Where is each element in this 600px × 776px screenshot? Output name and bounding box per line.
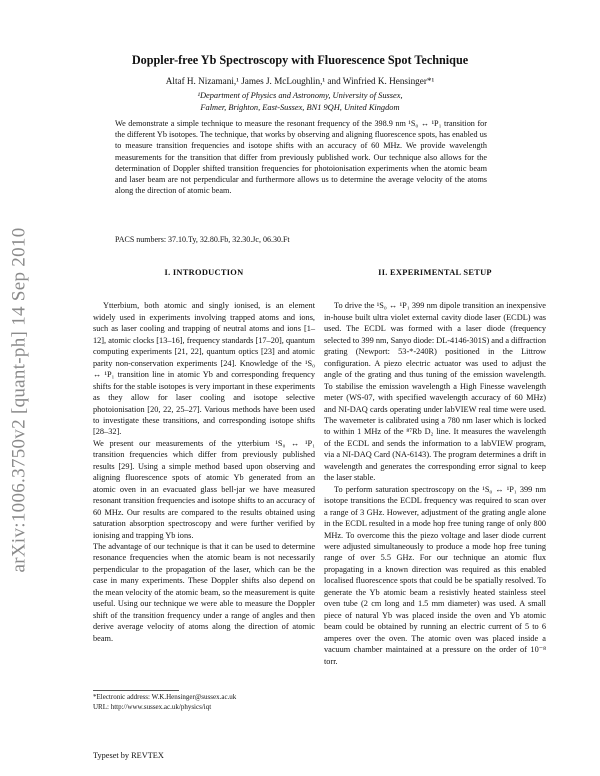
affiliation-line-1: ¹Department of Physics and Astronomy, University of Sussex, bbox=[197, 91, 403, 100]
intro-paragraph-3: The advantage of our technique is that it can be used to determine resonance frequencies when the atomic beam is not necessarily perpendicular to the propagation of the laser, which can be the case in many experiments. These Doppler shifts also depend on the mean velocity of the atomic beam, so the measurement is quite useful. Using our technique we were able to measure the Doppler shift of the transition frequency under a range of angles and then derive average velocity of atoms along the direction of atomic beam. bbox=[93, 541, 315, 643]
abstract: We demonstrate a simple technique to measure the resonant frequency of the 398.9 nm ¹S₀ ↔ ¹P₁ transition for the different Yb isotopes. The technique, that works by observing and aligning fluorescence spots, has enabled us to measure transition frequencies and isotope shifts with an accuracy of 60 MHz. We provide wavelength measurements for the transition that differ from previously published work. Our technique also allows for the determination of Doppler shifted transition frequencies for photoionisation experiments when the atomic beam and laser beam are not perpendicular and furthermore allows us to determine the average velocity of the atoms along the direction of atomic beam. bbox=[115, 119, 487, 196]
setup-paragraph-2: To perform saturation spectroscopy on the ¹S₀ ↔ ¹P₁ 399 nm isotope transitions the ECDL frequency was required to scan over a range of 3 GHz. However, adjustment of the grating angle alone in the ECDL resulted in a mode hop free tuning range of only 800 MHz. To overcome this the piezo voltage and laser diode current were adjusted simultaneously to produce a mode hop free tuning range of over 5.5 GHz. For our technique an atomic flux propagating in a known direction was required as this enabled localised fluorescence spots that could be be spatially resolved. To generate the Yb atomic beam a resistivly heated stainless steel oven tube (2 cm long and 1.5 mm diameter) was used. A small piece of natural Yb was placed inside the oven and Yb atomic beam could be obtained by running an electric current of 5 to 6 amperes over the oven. The atomic oven was placed inside a vacuum chamber maintained at a pressure on the order of 10⁻⁸ torr. bbox=[324, 484, 546, 666]
section-heading-experimental-setup: II. EXPERIMENTAL SETUP bbox=[378, 268, 492, 277]
arxiv-stamp-text: arXiv:1006.3750v2 [quant-ph] 14 Sep 2010 bbox=[8, 227, 30, 573]
right-column bbox=[324, 267, 546, 667]
setup-paragraph-1: To drive the ¹S₀ ↔ ¹P₁ 399 nm dipole transition an inexpensive in-house built ultra violet external cavity diode laser (ECDL) was used. The ECDL was formed with a laser diode (frequency selected to 399 nm, Sanyo diode: DL-4146-301S) and a diffraction grating (Newport: 53-*-240R) positioned in the Littrow configuration. A piezo electric actuator was used to adjust the angle of the grating and thus tuning of the emission wavelength. To stabilise the emission wavelength a High Finesse wavelength meter (WS-07, with specified wavelength accuracy of 60 MHz) and NI-DAQ cards operating under labVIEW real time were used. The wavemeter is calibrated using a 780 nm laser which is locked to within 1 MHz of the ⁸⁷Rb D₂ line. It measures the wavelength of the ECDL and sends the information to a labVIEW program, via a NI-DAQ Card (NA-6143). The program determines a drift in wavelength and generates the corresponding error signal to keep the laser stable. bbox=[324, 301, 546, 483]
typeset-note: Typeset by REVTEX bbox=[93, 751, 164, 760]
intro-paragraph-1: Ytterbium, both atomic and singly ionised, is an element widely used in experiments involving trapped atoms and ions, such as laser cooling and trapping of neutral atoms and ions [1–12], atomic clocks [13–16], frequency standards [17–20], quantum computing experiments [21, 22], quantum optics [23] and atomic parity non-conservation experiments [24]. Knowledge of the ¹S₀ ↔ ¹P₁ transition line in atomic Yb and corresponding frequency shifts for the stable isotopes is very important in these experiments as they allow for laser cooling and isotope selective photoionisation [20, 22, 25–27]. Various methods have been used to investigate these transitions, and corresponding isotope shifts [28–32]. bbox=[93, 301, 315, 437]
footnote-url: URL: http://www.sussex.ac.uk/physics/iqt bbox=[93, 702, 212, 711]
pacs-numbers: PACS numbers: 37.10.Ty, 32.80.Fb, 32.30.Jc, 06.30.Ft bbox=[115, 235, 290, 244]
arxiv-stamp bbox=[6, 140, 32, 660]
affiliation-line-2: Falmer, Brighton, East-Sussex, BN1 9QH, United Kingdom bbox=[200, 103, 400, 112]
section-heading-introduction: I. INTRODUCTION bbox=[164, 268, 244, 277]
footnotes bbox=[93, 690, 315, 712]
affiliation bbox=[60, 90, 540, 114]
author-list: Altaf H. Nizamani,¹ James J. McLoughlin,¹ and Winfried K. Hensinger*¹ bbox=[165, 76, 435, 86]
footnote-rule bbox=[93, 690, 179, 691]
footnote-email: *Electronic address: W.K.Hensinger@sussex.ac.uk bbox=[93, 693, 237, 701]
paper-title: Doppler-free Yb Spectroscopy with Fluorescence Spot Technique bbox=[131, 53, 469, 67]
intro-paragraph-2: We present our measurements of the ytterbium ¹S₀ ↔ ¹P₁ transition frequencies which differ from previously published results [29]. Using a simple method based upon observing and aligning fluorescence spots of atomic Yb generated from an atomic oven in an evacuated glass bell-jar we have measured resonant transition frequencies and isotope shifts to an accuracy of 60 MHz. Our results are compared to the results obtained using saturation absorption spectroscopy and were further verified by ionising and trapping Yb ions. bbox=[93, 438, 315, 540]
left-column bbox=[93, 267, 315, 644]
